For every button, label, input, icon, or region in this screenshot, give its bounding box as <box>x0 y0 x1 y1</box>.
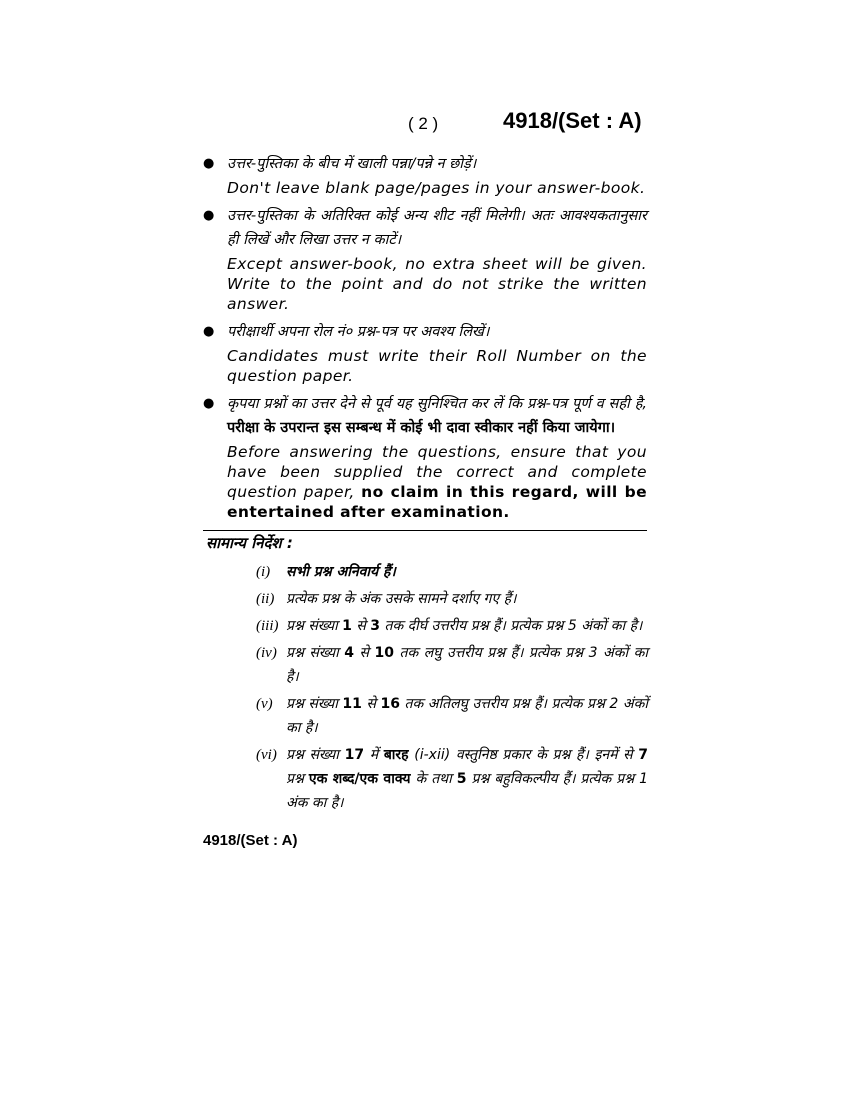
direction-part: में <box>369 747 379 763</box>
direction-part: से <box>359 645 369 661</box>
direction-number: (iv) <box>256 645 277 661</box>
question-number: 3 <box>370 618 381 634</box>
instruction-item <box>203 320 647 386</box>
section-divider <box>203 530 647 531</box>
direction-text <box>286 641 648 689</box>
direction-number: (vi) <box>256 747 277 763</box>
instruction-hindi-text: कृपया प्रश्नों का उत्तर देने से पूर्व यह सुनिश्चित कर लें कि प्रश्न-पत्र पूर्ण व सही है, <box>227 396 647 412</box>
instruction-item <box>203 204 647 314</box>
instruction-english-bold: no claim in this regard, will be entertained after examination. <box>227 483 647 521</box>
bullet-icon: ● <box>203 396 215 411</box>
instruction-hindi: उत्तर-पुस्तिका के बीच में खाली पन्ना/पन्ने न छोड़ें। <box>227 156 477 172</box>
direction-part: प्रश्न बहुविकल्पीय हैं। प्रत्येक प्रश्न 1 अंक का है। <box>286 771 649 811</box>
direction-part: से <box>356 618 366 634</box>
direction-item <box>256 614 648 638</box>
instruction-hindi: परीक्षार्थी अपना रोल नं० प्रश्न-पत्र पर अवश्य लिखें। <box>227 324 490 340</box>
direction-item <box>256 692 648 740</box>
general-instructions-heading: सामान्य निर्देश : <box>206 534 293 552</box>
instruction-item <box>203 152 647 198</box>
direction-number: (ii) <box>256 591 275 607</box>
direction-text <box>286 614 648 638</box>
direction-part: तक दीर्घ उत्तरीय प्रश्न हैं। प्रत्येक प्रश्न 5 अंकों का है। <box>384 618 643 634</box>
question-number: 16 <box>380 696 400 712</box>
direction-bold: सभी प्रश्न अनिवार्य हैं। <box>286 564 396 580</box>
direction-part: तक अतिलघु उत्तरीय प्रश्न हैं। प्रत्येक प्रश्न 2 अंकों का है। <box>286 696 648 736</box>
direction-item <box>256 743 648 815</box>
direction-part: प्रश्न संख्या <box>286 696 338 712</box>
instruction-hindi <box>227 392 647 440</box>
paper-code: 4918/(Set : A) <box>503 108 642 133</box>
direction-part: प्रश्न संख्या <box>286 645 339 661</box>
instruction-english <box>227 442 647 522</box>
direction-number: (i) <box>256 564 271 580</box>
direction-part: प्रश्न संख्या <box>286 747 339 763</box>
direction-item <box>256 560 648 584</box>
question-number: 5 <box>456 771 467 787</box>
bullet-icon: ● <box>203 324 215 339</box>
question-number: 17 <box>344 747 365 763</box>
direction-number: (iii) <box>256 618 279 634</box>
direction-part: से <box>366 696 376 712</box>
direction-bold: एक शब्द/एक वाक्य <box>308 771 411 787</box>
instruction-item <box>203 392 647 522</box>
direction-bold: बारह <box>383 747 409 763</box>
direction-part: प्रश्न संख्या <box>286 618 338 634</box>
bullet-icon: ● <box>203 208 215 223</box>
page-number: ( 2 ) <box>408 114 439 133</box>
question-number: 10 <box>374 645 394 661</box>
footer-paper-code: 4918/(Set : A) <box>203 832 298 849</box>
instruction-hindi: उत्तर-पुस्तिका के अतिरिक्त कोई अन्य शीट नहीं मिलेगी। अतः आवश्यकतानुसार ही लिखें और लिखा उत्तर न काटें। <box>227 208 647 248</box>
direction-number: (v) <box>256 696 273 712</box>
instruction-english-text: Before answering the questions, ensure that you have been supplied the correct and complete question paper, <box>227 443 647 501</box>
instruction-english: Candidates must write their Roll Number on the question paper. <box>227 347 647 385</box>
direction-item <box>256 641 648 689</box>
general-instructions-list <box>256 560 648 818</box>
question-number: 4 <box>344 645 355 661</box>
direction-part: के तथा <box>415 771 452 787</box>
direction-part: तक लघु उत्तरीय प्रश्न हैं। प्रत्येक प्रश्न 3 अंकों का है। <box>286 645 648 685</box>
question-number: 11 <box>342 696 362 712</box>
instruction-english: Except answer-book, no extra sheet will be given. Write to the point and do not strike the written answer. <box>227 255 647 313</box>
direction-text <box>286 560 648 584</box>
bullet-icon: ● <box>203 156 215 171</box>
question-number: 1 <box>342 618 352 634</box>
direction-item <box>256 587 648 611</box>
question-number: 7 <box>638 747 649 763</box>
direction-text: प्रत्येक प्रश्न के अंक उसके सामने दर्शाए गए हैं। <box>286 591 517 607</box>
direction-text <box>286 743 648 815</box>
instruction-english: Don't leave blank page/pages in your answer-book. <box>227 179 646 197</box>
direction-part: प्रश्न <box>286 771 304 787</box>
instructions-list <box>203 152 647 528</box>
instruction-hindi-bold: परीक्षा के उपरान्त इस सम्बन्ध में कोई भी दावा स्वीकार नहीं किया जायेगा। <box>227 420 616 436</box>
direction-text <box>286 692 648 740</box>
direction-part: (i-xii) वस्तुनिष्ठ प्रकार के प्रश्न हैं। इनमें से <box>414 747 633 763</box>
